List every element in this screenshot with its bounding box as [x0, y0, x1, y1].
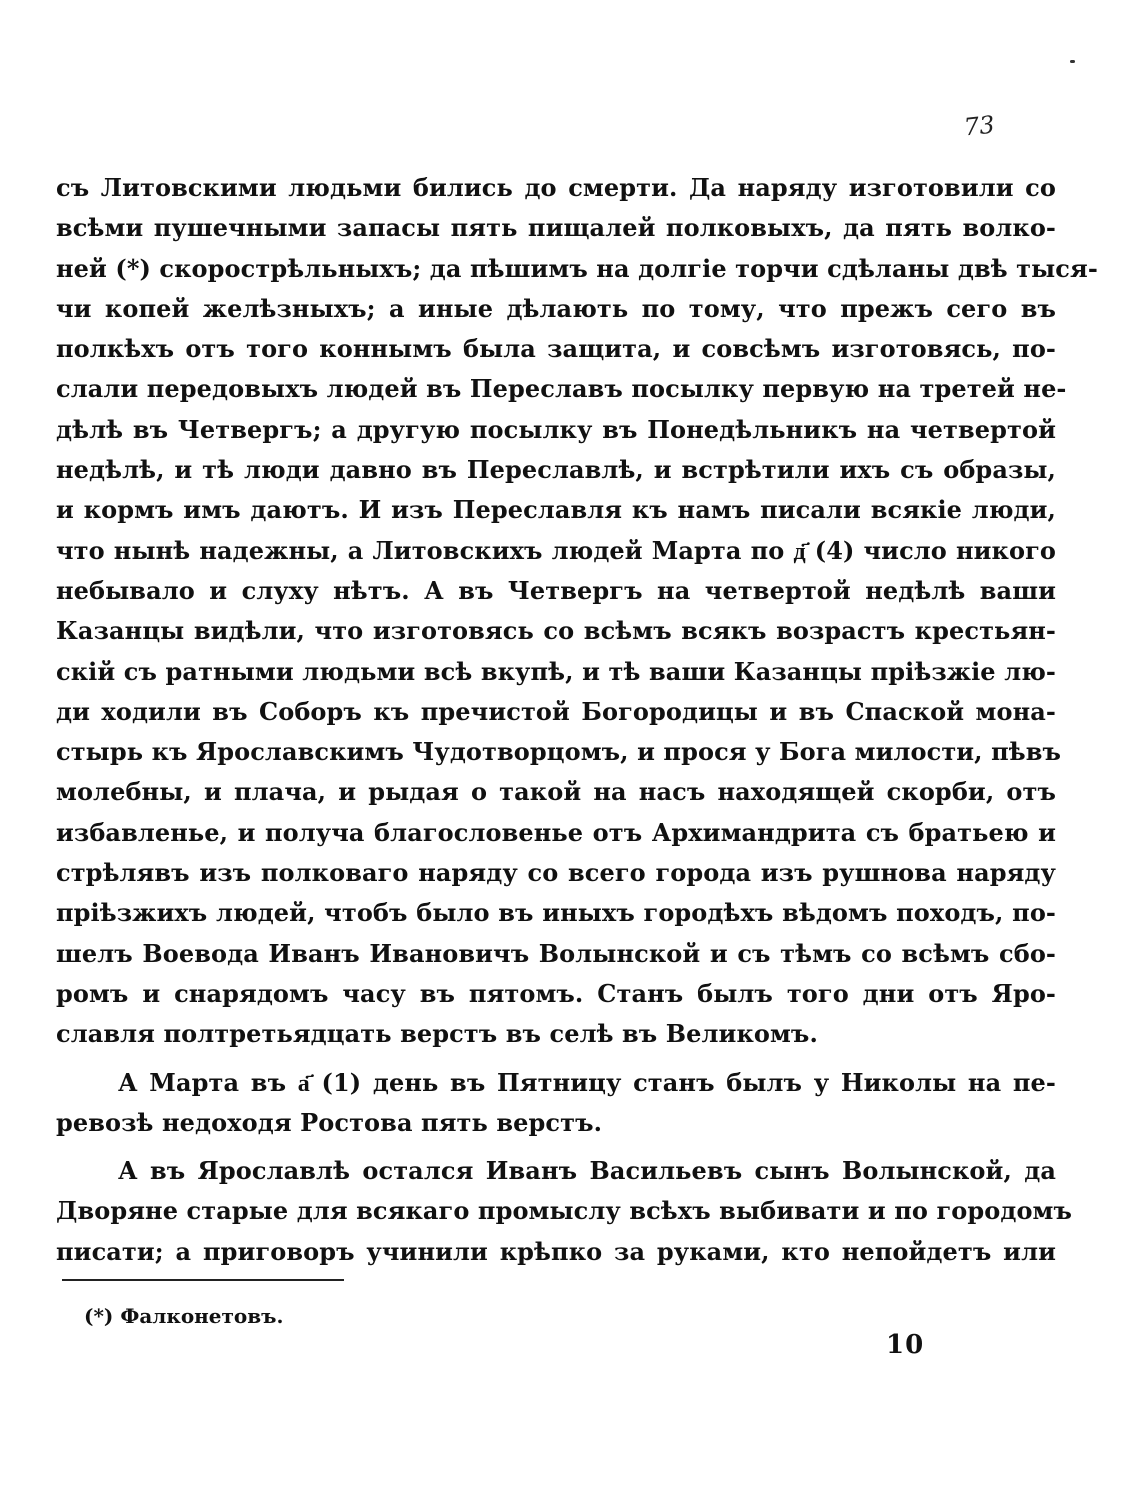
text-line: А въ Ярославлѣ остался Иванъ Васильевъ сынъ Волынской, да — [118, 1156, 1056, 1186]
text-line: шелъ Воевода Иванъ Ивановичъ Волынской и съ тѣмъ со всѣмъ сбо- — [56, 938, 1056, 968]
text-line: стырь къ Ярославскимъ Чудотворцомъ, и прося у Бога милости, пѣвъ — [56, 737, 1062, 767]
text-line: дѣлѣ въ Четвергъ; а другую посылку въ Понедѣльникъ на четвертой — [56, 414, 1056, 444]
text-line: избавленье, и получа благословенье отъ Архимандрита съ братьею и — [56, 817, 1056, 847]
body-text — [56, 168, 1098, 1272]
text-line: скій съ ратными людьми всѣ вкупѣ, и тѣ ваши Казанцы пріѣзжіе лю- — [56, 656, 1056, 686]
text-line: ди ходили въ Соборъ къ пречистой Богородицы и въ Спаской мона- — [56, 696, 1056, 726]
text-line: полкѣхъ отъ того коннымъ была защита, и совсѣмъ изготовясь, по- — [56, 334, 1056, 364]
paragraph-gap — [56, 1055, 1056, 1063]
footnote: (*) Фалконетовъ. — [84, 1304, 284, 1328]
text-line: слали передовыхъ людей въ Переславъ посылку первую на третей не- — [56, 374, 1067, 404]
text-line: и кормъ имъ даютъ. И изъ Переславля къ намъ писали всякіе люди, — [56, 495, 1056, 525]
text-line: Дворяне старые для всякаго промыслу всѣхъ выбивати и по городомъ — [56, 1196, 1073, 1226]
paragraph-gap — [56, 1143, 1056, 1151]
footnote-rule — [62, 1279, 344, 1281]
ink-speck — [1070, 60, 1075, 63]
text-line: А Марта въ а҃ (1) день въ Пятницу станъ былъ у Николы на пе- — [118, 1067, 1056, 1097]
text-line: ней (*) скорострѣльныхъ; да пѣшимъ на долгіе торчи сдѣланы двѣ тыся- — [56, 253, 1098, 283]
text-line: чи копей желѣзныхъ; а иные дѣлають по тому, что прежъ сего въ — [56, 293, 1056, 323]
text-line: что нынѣ надежны, а Литовскихъ людей Марта по д҃ (4) число никого — [56, 535, 1056, 565]
text-line: пріѣзжихъ людей, чтобъ было въ иныхъ городѣхъ вѣдомъ походъ, по- — [56, 898, 1056, 928]
text-line: писати; а приговоръ учинили крѣпко за руками, кто непойдетъ или — [56, 1236, 1056, 1266]
text-line: славля полтретьядцать верстъ въ селѣ въ Великомъ. — [56, 1019, 818, 1049]
text-line: небывало и слуху нѣтъ. А въ Четвергъ на четвертой недѣлѣ ваши — [56, 575, 1056, 605]
text-line: недѣлѣ, и тѣ люди давно въ Переславлѣ, и встрѣтили ихъ съ образы, — [56, 455, 1056, 485]
text-line: стрѣлявъ изъ полковаго наряду со всего города изъ рушнова наряду — [56, 858, 1056, 888]
text-line: молебны, и плача, и рыдая о такой на насъ находящей скорби, отъ — [56, 777, 1056, 807]
text-line: съ Литовскими людьми бились до смерти. Да наряду изготовили со — [56, 173, 1056, 202]
signature-mark: 10 — [886, 1330, 925, 1360]
text-line: ромъ и снарядомъ часу въ пятомъ. Станъ былъ того дни отъ Яро- — [56, 978, 1056, 1008]
text-line: ревозѣ недоходя Ростова пять верстъ. — [56, 1107, 603, 1137]
text-line: всѣми пушечными запасы пять пищалей полковыхъ, да пять волко- — [56, 213, 1056, 243]
page-number: 73 — [962, 110, 996, 142]
text-line: Казанцы видѣли, что изготовясь со всѣмъ всякъ возрастъ крестьян- — [56, 616, 1056, 646]
